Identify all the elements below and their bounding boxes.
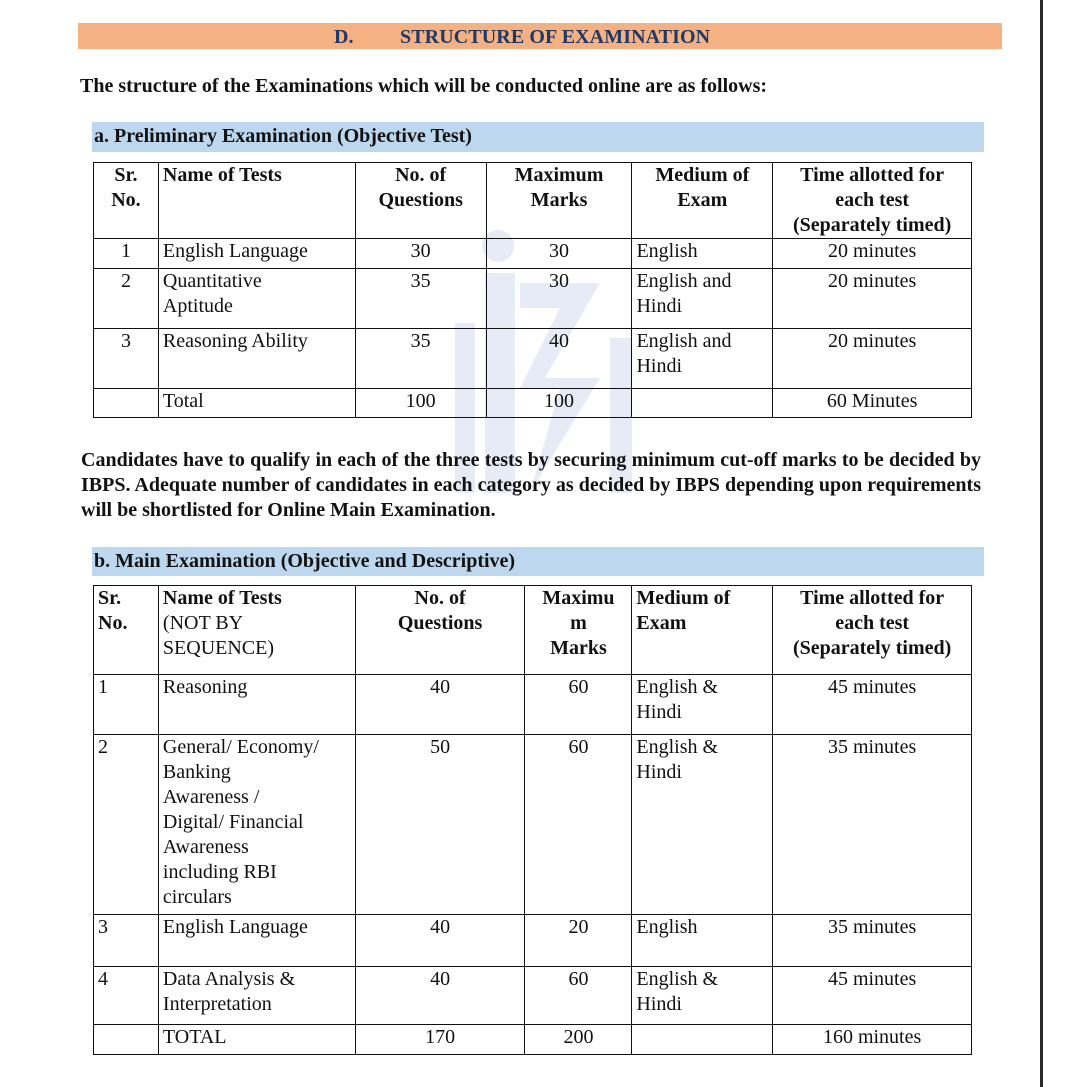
cell-time: 35 minutes — [773, 915, 972, 967]
cell-medium: English — [632, 239, 773, 269]
cell-marks: 60 — [525, 735, 632, 915]
header-marks-line: Marks — [530, 189, 588, 211]
cell-questions: 30 — [355, 239, 486, 269]
cell-time: 20 minutes — [773, 239, 972, 269]
total-row — [94, 389, 972, 418]
intro-text: The structure of the Examinations which will be conducted online are as follows: — [80, 75, 768, 97]
total-time: 160 minutes — [773, 1025, 972, 1055]
cell-marks: 40 — [486, 329, 632, 389]
header-questions-line: No. of — [395, 164, 447, 186]
header-sr-line: Sr. — [98, 587, 122, 609]
cell-medium — [632, 1025, 773, 1055]
cell-name-line: Interpretation — [162, 993, 272, 1015]
cell-marks: 30 — [486, 269, 632, 329]
cell-medium-line: Hindi — [636, 701, 682, 723]
header-questions-line: Questions — [397, 612, 483, 634]
header-marks-line: Maximu — [542, 587, 615, 609]
cell-medium-line: Hindi — [636, 993, 682, 1015]
table-row — [94, 239, 972, 269]
cell-sr: 1 — [94, 239, 159, 269]
table-row — [94, 269, 972, 329]
header-questions-line: No. of — [414, 587, 466, 609]
cell-name-line: Data Analysis & — [162, 968, 296, 990]
cell-name-line: Awareness / — [162, 786, 260, 808]
table-row — [94, 735, 972, 915]
prelim-table — [93, 162, 972, 418]
cell-name-line: Digital/ Financial — [162, 811, 304, 833]
cell-name-line: circulars — [162, 886, 232, 908]
cell-sr: 2 — [94, 269, 159, 329]
cell-marks: 60 — [525, 967, 632, 1025]
header-questions-line: Questions — [378, 189, 463, 211]
prelim-heading: a. Preliminary Examination (Objective Test) — [92, 122, 984, 152]
total-questions: 170 — [355, 1025, 525, 1055]
cell-medium — [632, 735, 773, 915]
cell-medium — [632, 967, 773, 1025]
header-name-line: SEQUENCE) — [162, 637, 275, 659]
cell-name — [158, 967, 355, 1025]
header-name-line: (NOT BY — [162, 612, 244, 634]
total-label: Total — [158, 389, 355, 418]
total-marks: 200 — [525, 1025, 632, 1055]
cell-name: Quantitative Aptitude — [158, 269, 355, 329]
cell-sr: 3 — [94, 329, 159, 389]
total-marks: 100 — [486, 389, 632, 418]
page-edge — [1040, 0, 1043, 1087]
header-time-line: each test — [835, 612, 910, 634]
cell-name — [158, 675, 355, 735]
cell-medium-line: English & — [636, 676, 719, 698]
header-marks — [525, 586, 632, 675]
table-row — [94, 915, 972, 967]
header-medium-line: Exam — [677, 189, 728, 211]
prelim-header-row — [94, 163, 972, 239]
table-row — [94, 329, 972, 389]
header-medium-line: Medium of — [655, 164, 750, 186]
cell-questions: 35 — [355, 269, 486, 329]
header-questions — [355, 586, 525, 675]
header-medium-line: Exam — [636, 612, 687, 634]
header-sr — [94, 163, 159, 239]
header-time-line: (Separately timed) — [792, 637, 952, 659]
section-letter: D. — [334, 26, 354, 48]
header-sr — [94, 586, 159, 675]
cell-questions: 40 — [355, 675, 525, 735]
header-time-line: Time allotted for — [800, 164, 945, 186]
cell-questions: 40 — [355, 967, 525, 1025]
cell-name-line: English Language — [162, 916, 308, 938]
cell-medium — [632, 675, 773, 735]
cell-name: Reasoning Ability — [158, 329, 355, 389]
header-name-line: Name of Tests — [162, 587, 282, 609]
total-questions: 100 — [355, 389, 486, 418]
cell-sr: 3 — [94, 915, 159, 967]
cell-name: English Language — [158, 239, 355, 269]
header-marks-line: m — [570, 612, 587, 634]
header-sr-line: No. — [98, 612, 128, 634]
cell-sr — [94, 389, 159, 418]
table-row — [94, 967, 972, 1025]
section-banner — [78, 23, 1002, 49]
cell-medium: English and Hindi — [632, 329, 773, 389]
cell-time: 20 minutes — [773, 329, 972, 389]
cell-sr: 4 — [94, 967, 159, 1025]
header-time — [773, 163, 972, 239]
qualification-note: Candidates have to qualify in each of the three tests by securing minimum cut-off marks to be decided by IBPS. Adequate number of candidates in each category as decided by IBPS depending upon requirements will be shortlisted for Online Main Examination. — [81, 449, 981, 521]
header-time-line: each test — [835, 189, 910, 211]
header-questions — [355, 163, 486, 239]
cell-medium — [632, 915, 773, 967]
cell-questions: 50 — [355, 735, 525, 915]
cell-medium: English and Hindi — [632, 269, 773, 329]
cell-time: 45 minutes — [773, 675, 972, 735]
header-marks — [486, 163, 632, 239]
cell-time: 35 minutes — [773, 735, 972, 915]
header-medium — [632, 163, 773, 239]
header-time-line: Time allotted for — [800, 587, 945, 609]
main-header-row — [94, 586, 972, 675]
header-name — [158, 586, 355, 675]
cell-questions: 35 — [355, 329, 486, 389]
header-marks-line: Maximum — [514, 164, 604, 186]
section-title: STRUCTURE OF EXAMINATION — [400, 26, 711, 48]
header-medium-line: Medium of — [636, 587, 731, 609]
cell-medium-line: English & — [636, 736, 719, 758]
header-time-line: (Separately timed) — [792, 214, 952, 236]
cell-name — [158, 915, 355, 967]
header-sr-line: No. — [111, 189, 141, 211]
cell-marks: 60 — [525, 675, 632, 735]
cell-medium — [632, 389, 773, 418]
cell-medium-line: English — [636, 916, 698, 938]
cell-sr: 2 — [94, 735, 159, 915]
cell-name-line: including RBI — [162, 861, 277, 883]
total-label: TOTAL — [158, 1025, 355, 1055]
cell-name-line: Banking — [162, 761, 231, 783]
header-sr-line: Sr. — [114, 164, 138, 186]
header-time — [773, 586, 972, 675]
cell-time: 45 minutes — [773, 967, 972, 1025]
table-row — [94, 675, 972, 735]
cell-marks: 20 — [525, 915, 632, 967]
cell-name-line: General/ Economy/ — [162, 736, 319, 758]
cell-sr — [94, 1025, 159, 1055]
cell-medium-line: Hindi — [636, 761, 682, 783]
total-row — [94, 1025, 972, 1055]
cell-name-line: Reasoning — [162, 676, 248, 698]
cell-sr: 1 — [94, 675, 159, 735]
main-table — [93, 585, 972, 1055]
cell-medium-line: English & — [636, 968, 719, 990]
header-marks-line: Marks — [550, 637, 607, 659]
cell-questions: 40 — [355, 915, 525, 967]
total-time: 60 Minutes — [773, 389, 972, 418]
main-heading: b. Main Examination (Objective and Descriptive) — [92, 547, 984, 576]
header-name: Name of Tests — [158, 163, 355, 239]
cell-name-line: Awareness — [162, 836, 249, 858]
cell-marks: 30 — [486, 239, 632, 269]
cell-name — [158, 735, 355, 915]
header-medium — [632, 586, 773, 675]
cell-time: 20 minutes — [773, 269, 972, 329]
